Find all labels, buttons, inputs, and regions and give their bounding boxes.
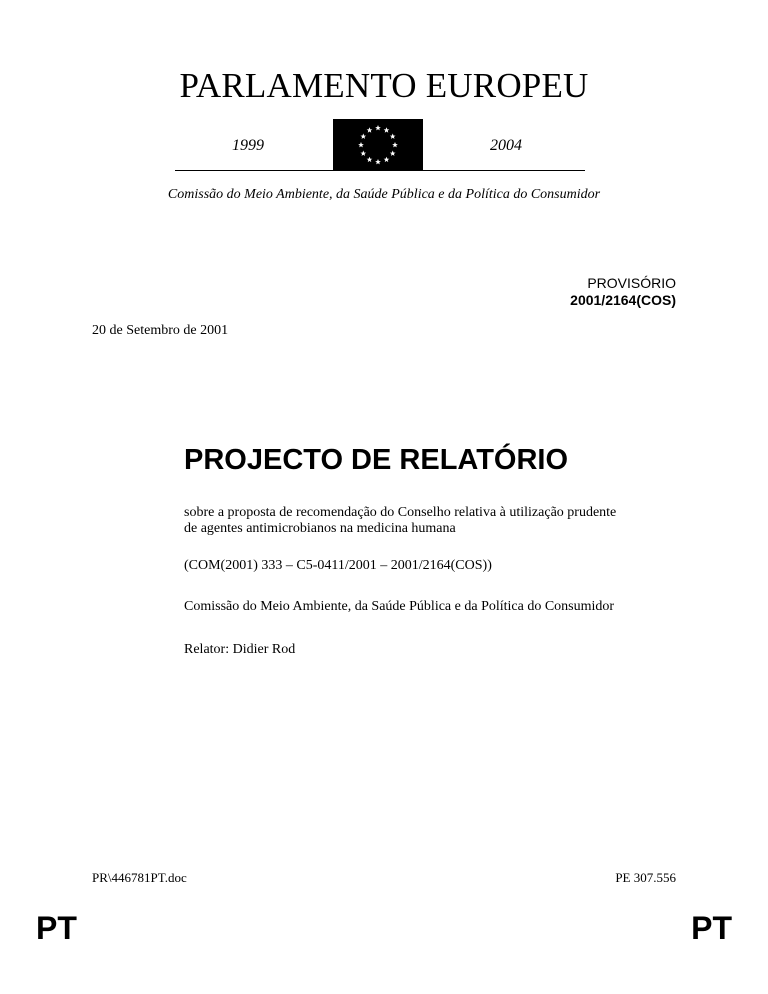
- com-reference: (COM(2001) 333 – C5-0411/2001 – 2001/2164(COS)): [184, 558, 492, 573]
- committee-header: Comissão do Meio Ambiente, da Saúde Pública e da Política do Consumidor: [167, 187, 601, 202]
- procedure-reference: 2001/2164(COS): [570, 292, 676, 308]
- footer-pe-number: PE 307.556: [615, 870, 676, 885]
- term-start-year: 1999: [232, 137, 264, 154]
- status-block: [570, 275, 676, 309]
- document-date: 20 de Setembro de 2001: [92, 323, 229, 338]
- status-label: PROVISÓRIO: [587, 275, 676, 291]
- rapporteur: Relator: Didier Rod: [184, 642, 296, 657]
- eu-flag-icon: [333, 119, 423, 171]
- parliament-title: PARLAMENTO EUROPEU: [179, 66, 589, 105]
- term-end-year: 2004: [490, 137, 522, 154]
- report-subject: [184, 505, 684, 537]
- committee-name: Comissão do Meio Ambiente, da Saúde Pública e da Política do Consumidor: [184, 599, 615, 614]
- language-code-right: PT: [691, 910, 732, 946]
- footer-document-name: PR\446781PT.doc: [92, 870, 187, 885]
- report-title: PROJECTO DE RELATÓRIO: [184, 444, 569, 476]
- language-code-left: PT: [36, 910, 77, 946]
- subject-line: sobre a proposta de recomendação do Conselho relativa à utilização prudente: [184, 505, 617, 520]
- subject-line: de agentes antimicrobianos na medicina humana: [184, 521, 456, 536]
